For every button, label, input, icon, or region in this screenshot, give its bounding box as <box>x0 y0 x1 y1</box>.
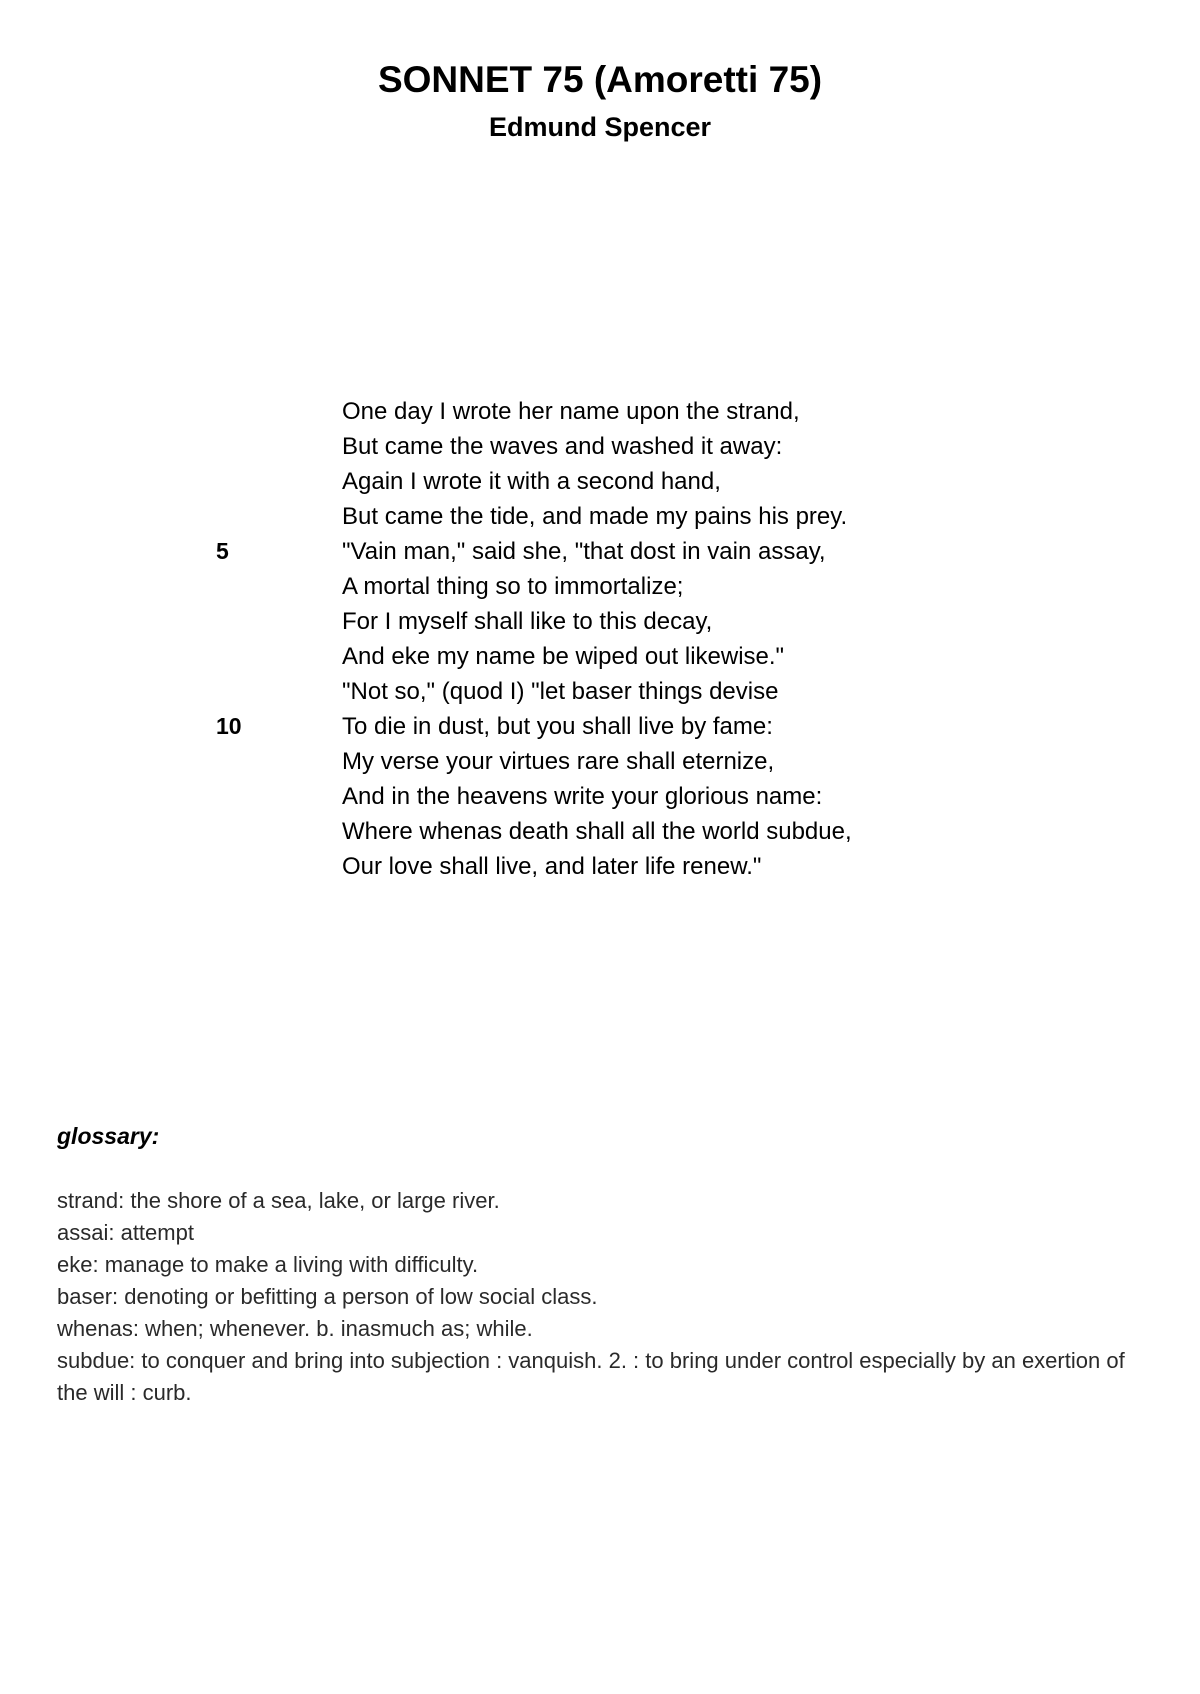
line-text: "Vain man," said she, "that dost in vain assay, <box>342 538 826 565</box>
glossary-entry: eke: manage to make a living with difficulty. <box>57 1252 479 1277</box>
poem-line <box>0 394 1200 429</box>
glossary-entry: whenas: when; whenever. b. inasmuch as; while. <box>57 1316 533 1341</box>
poem-body <box>0 394 1200 884</box>
poem-line <box>0 429 1200 464</box>
poem-line <box>0 744 1200 779</box>
line-text: To die in dust, but you shall live by fame: <box>342 713 773 740</box>
poem-line <box>0 534 1200 569</box>
line-text: For I myself shall like to this decay, <box>342 608 713 635</box>
line-text: Again I wrote it with a second hand, <box>342 468 721 495</box>
glossary-entry: strand: the shore of a sea, lake, or large river. <box>57 1188 500 1213</box>
poem-line <box>0 674 1200 709</box>
glossary-entry: assai: attempt <box>57 1220 194 1245</box>
poem-line <box>0 814 1200 849</box>
glossary-list <box>57 1185 1147 1409</box>
line-text: One day I wrote her name upon the strand, <box>342 398 800 425</box>
poem-line <box>0 849 1200 884</box>
line-number: 10 <box>216 713 242 739</box>
page-title: SONNET 75 (Amoretti 75) <box>377 59 823 100</box>
author-name: Edmund Spencer <box>488 112 712 142</box>
line-text: "Not so," (quod I) "let baser things devise <box>342 678 779 705</box>
glossary-entry: subdue: to conquer and bring into subjection : vanquish. 2. : to bring under control especially by an exertion of the will : curb. <box>57 1348 1125 1405</box>
line-text: Where whenas death shall all the world subdue, <box>342 818 852 845</box>
glossary-entry: baser: denoting or befitting a person of low social class. <box>57 1284 598 1309</box>
poem-line <box>0 569 1200 604</box>
line-number: 5 <box>216 538 229 564</box>
poem-line <box>0 709 1200 744</box>
line-text: And eke my name be wiped out likewise." <box>342 643 785 670</box>
poem-line <box>0 464 1200 499</box>
line-text: A mortal thing so to immortalize; <box>342 573 684 600</box>
line-text: My verse your virtues rare shall eternize, <box>342 748 775 775</box>
line-text: But came the tide, and made my pains his prey. <box>342 503 848 530</box>
poem-line <box>0 604 1200 639</box>
poem-line <box>0 779 1200 814</box>
line-text: But came the waves and washed it away: <box>342 433 783 460</box>
line-text: And in the heavens write your glorious name: <box>342 783 823 810</box>
glossary-heading: glossary: <box>57 1123 160 1149</box>
line-text: Our love shall live, and later life renew." <box>342 853 762 880</box>
poem-line <box>0 639 1200 674</box>
poem-line <box>0 499 1200 534</box>
